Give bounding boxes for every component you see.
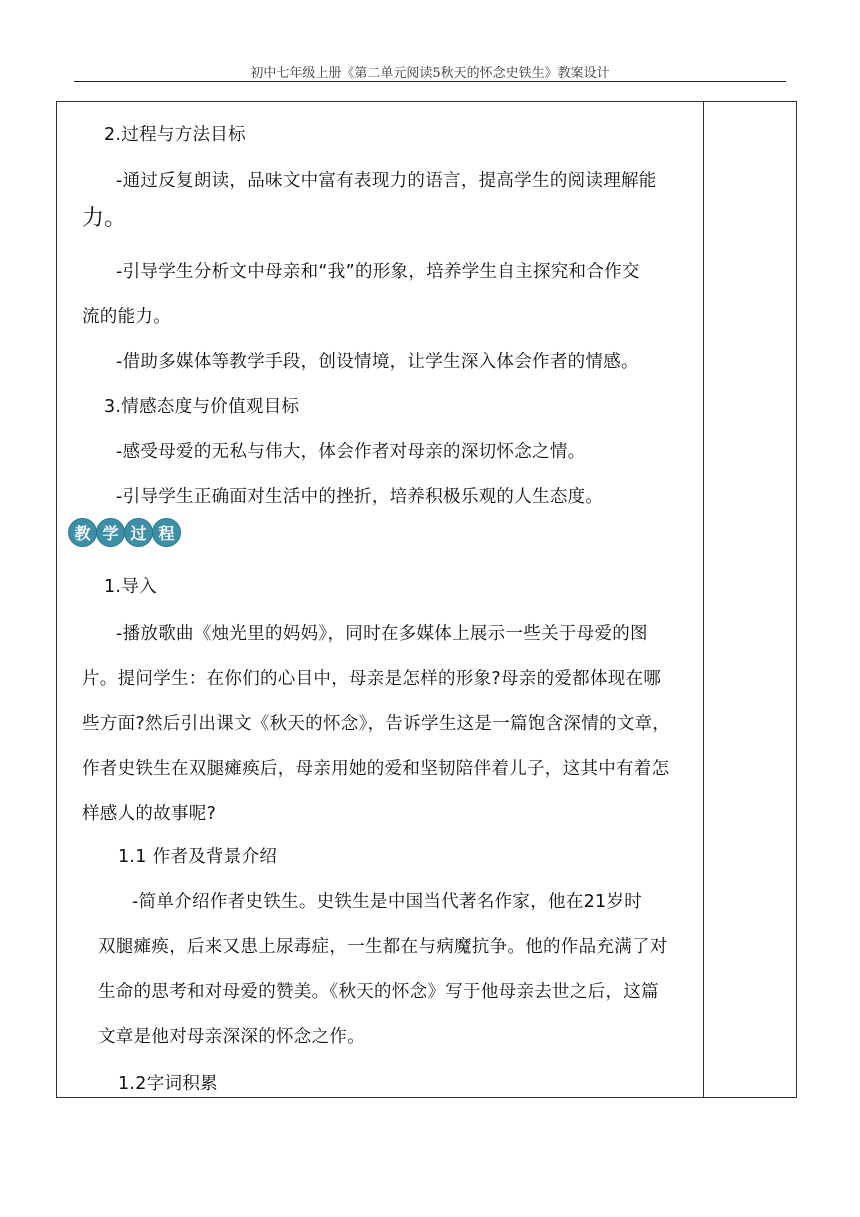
section-tag-char: 过	[124, 518, 153, 547]
section-tag-char: 教	[68, 518, 97, 547]
process-goal-1-line-2	[82, 201, 127, 232]
table-column-divider	[703, 101, 704, 1098]
author-line: 双腿瘫痪，后来又患上尿毒症，一生都在与病魔抗争。他的作品充满了对	[98, 937, 668, 957]
process-goal-1-tail: 力。	[82, 206, 127, 231]
process-goal-2-line-2: 流的能力。	[82, 307, 171, 327]
process-goal-title: 2.过程与方法目标	[104, 125, 246, 145]
process-goal-2-line-1: -引导学生分析文中母亲和“我”的形象，培养学生自主探究和合作交	[116, 262, 640, 282]
intro-line: 样感人的故事呢?	[82, 804, 217, 824]
header-rule	[74, 81, 786, 82]
process-goal-1-line-1: -通过反复朗读，品味文中富有表现力的语言，提高学生的阅读理解能	[116, 171, 657, 191]
section-tag-char: 学	[96, 518, 125, 547]
author-background-title: 1.1 作者及背景介绍	[118, 847, 278, 867]
process-goal-3: -借助多媒体等教学手段，创设情境，让学生深入体会作者的情感。	[116, 352, 639, 372]
emotion-goal-1: -感受母爱的无私与伟大，体会作者对母亲的深切怀念之情。	[116, 442, 586, 462]
emotion-goal-title: 3.情感态度与价值观目标	[104, 397, 300, 417]
intro-line: 些方面?然后引出课文《秋天的怀念》，告诉学生这是一篇饱含深情的文章，	[82, 714, 671, 734]
author-line: -简单介绍作者史铁生。史铁生是中国当代著名作家，他在21岁时	[132, 892, 643, 912]
vocabulary-title: 1.2字词积累	[118, 1074, 218, 1094]
intro-line: -播放歌曲《烛光里的妈妈》，同时在多媒体上展示一些关于母爱的图	[116, 624, 648, 644]
author-line: 生命的思考和对母爱的赞美。《秋天的怀念》写于他母亲去世之后，这篇	[98, 982, 659, 1002]
author-line: 文章是他对母亲深深的怀念之作。	[98, 1027, 365, 1047]
intro-line: 作者史铁生在双腿瘫痪后，母亲用她的爱和坚韧陪伴着儿子，这其中有着怎	[82, 759, 670, 779]
emotion-goal-2: -引导学生正确面对生活中的挫折，培养积极乐观的人生态度。	[116, 487, 604, 507]
section-tag-teaching-process	[68, 518, 180, 548]
page-header-title: 初中七年级上册《第二单元阅读5秋天的怀念史铁生》教案设计	[250, 66, 610, 81]
intro-title: 1.导入	[104, 577, 157, 597]
section-tag-char: 程	[152, 518, 181, 547]
intro-line: 片。提问学生：在你们的心目中，母亲是怎样的形象?母亲的爱都体现在哪	[82, 669, 662, 689]
